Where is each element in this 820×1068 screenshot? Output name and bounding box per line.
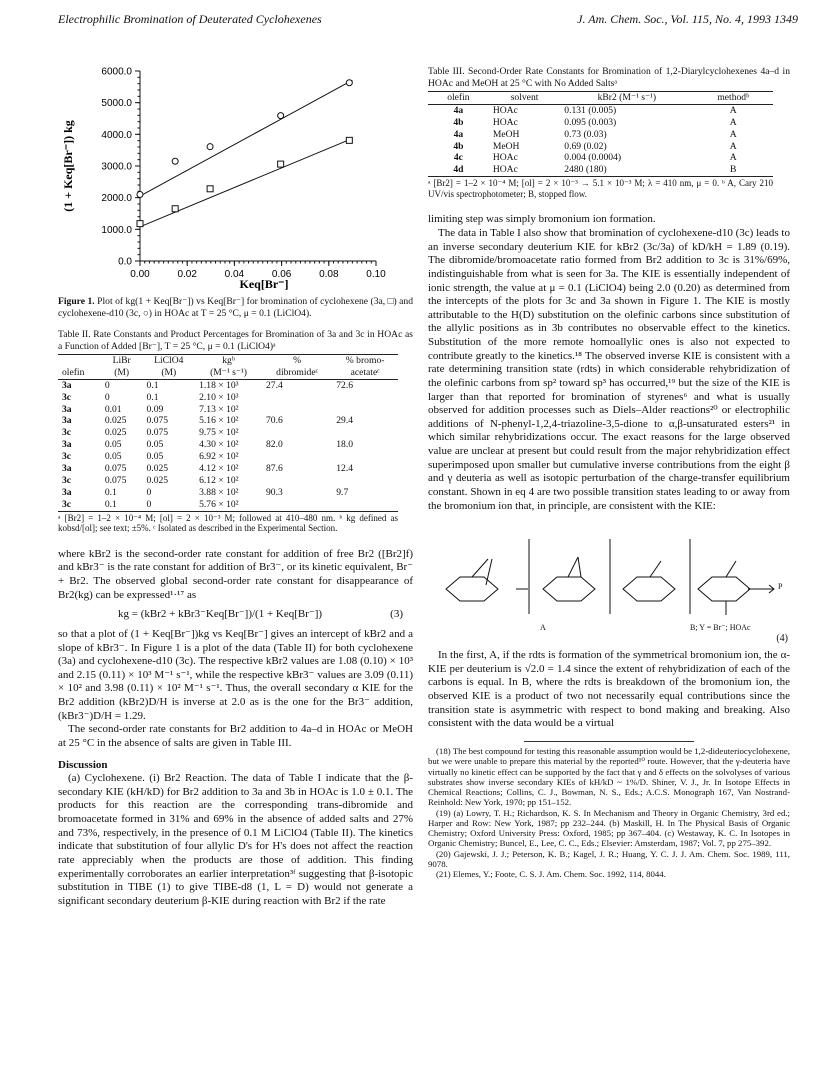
x-tick-label: 0.06 <box>271 269 292 280</box>
table-cell: 0.05 <box>104 451 122 463</box>
scheme-label-p: P <box>778 582 783 592</box>
table-row <box>58 439 398 451</box>
table-cell: 0.05 <box>146 451 164 463</box>
data-point-square <box>278 161 284 167</box>
table-cell: 90.3 <box>265 486 283 498</box>
table-cell: HOAc <box>492 104 518 116</box>
table-3-footnote: ᵃ [Br2] = 1–2 × 10⁻⁴ M; [ol] = 2 × 10⁻³ → 5.1 × 10⁻³ M; λ = 410 nm, μ = 0. ᵇ A, Cary 210 UV/vis spectrophotometer; B, stopped flow. <box>428 178 773 199</box>
data-point-circle <box>137 192 143 198</box>
table-cell <box>262 499 332 511</box>
table-2-header-cell: % <box>293 355 302 366</box>
table-2-header-row-2 <box>58 367 398 379</box>
table-cell: A <box>729 116 737 128</box>
y-tick-label: 0.0 <box>118 256 132 268</box>
table-cell: 0.01 <box>104 403 122 415</box>
table-cell <box>332 392 398 404</box>
table-cell: 0.1 <box>146 391 159 403</box>
table-cell: 0.095 (0.003) <box>564 116 617 128</box>
x-tick-label: 0.04 <box>224 269 245 280</box>
reference-item: (20) Gajewski, J. J.; Peterson, K. B.; Kagel, J. R.; Huang, Y. C. J. J. Am. Chem. Soc. 1989, 111, 9078. <box>428 848 790 870</box>
table-row <box>428 104 773 116</box>
table-row <box>58 427 398 439</box>
equation-3-number: (3) <box>390 608 403 621</box>
table-cell: 29.4 <box>336 415 354 427</box>
table-cell: 0.025 <box>104 427 127 439</box>
scheme-drawing <box>428 519 790 639</box>
data-point-circle <box>207 144 213 150</box>
equation-3-body: kg = (kBr2 + kBr3⁻Keq[Br⁻])/(1 + Keq[Br⁻]) <box>118 608 323 621</box>
table-cell: A <box>729 140 737 152</box>
table-cell: 4b <box>453 140 464 152</box>
table-3-title: Table III. Second-Order Rate Constants for Bromination of 1,2-Diarylcyclohexenes 4a–d in HOAc and MeOH at 25 °C with No Added Saltsᵃ <box>428 66 790 89</box>
table-3-header-cell: kBr2 (M⁻¹ s⁻¹) <box>597 92 657 103</box>
table-cell: 2480 (180) <box>564 164 607 176</box>
section-heading: Discussion <box>58 758 108 771</box>
table-row <box>58 487 398 499</box>
data-point-circle <box>278 113 284 119</box>
table-row <box>428 117 773 129</box>
reference-item: (21) Elemes, Y.; Foote, C. S. J. Am. Chem. Soc. 1992, 114, 8044. <box>436 869 666 880</box>
table-cell: A <box>729 128 737 140</box>
table-cell: 7.13 × 10² <box>199 403 239 415</box>
table-cell: 5.76 × 10² <box>199 498 239 510</box>
table-row <box>58 415 398 427</box>
table-cell <box>262 392 332 404</box>
table-2-header-cell: (M) <box>161 366 177 378</box>
table-cell: 3c <box>62 427 72 439</box>
table-cell: 1.18 × 10³ <box>199 379 239 391</box>
data-point-square <box>207 186 213 192</box>
table-3-header-cell: methodᵇ <box>717 92 750 103</box>
table-row <box>58 379 398 391</box>
table-cell: 0.1 <box>104 486 117 498</box>
table-cell: 3.88 × 10² <box>199 486 239 498</box>
header-right: J. Am. Chem. Soc., Vol. 115, No. 4, 1993 1349 <box>577 12 798 26</box>
table-cell: 0.1 <box>146 379 159 391</box>
table-2-header-cell: (M⁻¹ s⁻¹) <box>210 366 247 378</box>
table-cell: 5.16 × 10² <box>199 415 239 427</box>
data-point-circle <box>172 158 178 164</box>
table-row <box>428 164 773 176</box>
equation-3 <box>58 602 413 628</box>
references <box>428 741 790 880</box>
reference-item: (19) (a) Lowry, T. H.; Richardson, K. S. In Mechanism and Theory in Organic Chemistry, 3rd ed.; Harper and Row: New York, 1987; pp 232–244. (b) Maskill, H. In The Physical Basis of Organic Chemistry; Oxford University Press: Oxford, 1985; pp 367–404. (c) Westaway, K. C. In Isotopes in Organic Chemistry; Buncel, E., Lee, C. C., Eds.; Elsevier: Amsterdam, 1987; Vol. 7, pp 275–392. <box>428 807 790 849</box>
table-2-header-row-1 <box>58 355 398 367</box>
table-cell: 4a <box>453 128 464 140</box>
table-cell: B <box>730 164 737 176</box>
paragraph: In the first, A, if the rdts is formation of the symmetrical bromonium ion, the α-KIE per deuterium is √2.0 = 1.4 since the extent of rehybridization of each of the carbons is equal. In B, where the rdts is breakdown of the bromonium ion, the observed KIE is a product of two not necessarily equal contributions since the transition state is asymmetric with respect to bond making and breaking. Also consistent with the data would be a virtual <box>428 649 790 730</box>
table-cell: 0.09 <box>146 403 164 415</box>
x-tick-label: 0.08 <box>319 269 339 280</box>
table-cell: 3c <box>62 474 72 486</box>
y-tick-label: 6000.0 <box>101 66 132 78</box>
table-cell: MeOH <box>492 128 520 140</box>
table-cell: 0.075 <box>146 415 169 427</box>
table-cell: 0.05 <box>104 439 122 451</box>
fit-line <box>140 138 352 226</box>
table-cell: 0.05 <box>146 439 164 451</box>
reference-item: (18) The best compound for testing this reasonable assumption would be 1,2-dideuteriocyclohexene, but we were unable to prepare this material by the reported¹⁰ route. However, that the γ-deuteria have virtually no kinetic effect can be supported by the fact that γ and δ effects on the solvolyses of various substrates show inverse secondary KIEs of kH/kD ~ 1%/D. Shiner, V. J., Jr. In Isotope Effects in Chemical Reactions; Collins, C. J., Bowman, N. S., Eds.; A.C.S. Monograph 167, Van Nostrand-Reinhold: New York, 1970; pp 151–152. <box>428 745 790 808</box>
right-column <box>428 66 790 880</box>
table-cell: 3c <box>62 451 72 463</box>
table-2-header-cell: % bromo- <box>345 355 385 366</box>
table-row <box>58 392 398 404</box>
table-cell: HOAc <box>492 164 518 176</box>
table-2 <box>58 354 398 511</box>
table-row <box>428 152 773 164</box>
table-row <box>428 141 773 153</box>
table-cell: 9.75 × 10² <box>199 427 239 439</box>
table-cell: HOAc <box>492 152 518 164</box>
x-tick-label: 0.02 <box>177 269 197 280</box>
table-cell: 0.1 <box>104 498 117 510</box>
table-row <box>58 499 398 511</box>
table-cell: 12.4 <box>336 463 354 475</box>
paragraph: where kBr2 is the second-order rate constant for addition of free Br2 ([Br2]f) and kBr3⁻ is the rate constant for addition of Br3⁻, or its kinetic equivalent, Br⁻ + Br2. The observed global second-order rate constant for disappearance of Br2(kg) can be expressed¹·¹⁷ as <box>58 547 413 601</box>
table-cell: 87.6 <box>265 463 283 475</box>
table-cell: 0.025 <box>146 474 169 486</box>
table-2-header-cell: LiBr <box>112 355 131 366</box>
table-2-header-cell: dibromideᶜ <box>276 366 319 378</box>
equation-4-number: (4) <box>776 633 788 645</box>
table-cell: 3a <box>62 439 72 451</box>
table-cell: 0.131 (0.005) <box>564 104 617 116</box>
running-header <box>58 12 798 28</box>
table-cell <box>262 451 332 463</box>
table-cell: 72.6 <box>336 379 354 391</box>
scheme-eq-4 <box>428 519 790 645</box>
table-cell <box>262 475 332 487</box>
table-3-header-row <box>428 92 773 105</box>
figure-1-label: Figure 1. <box>58 296 95 307</box>
table-2-header-cell: LiClO4 <box>154 355 184 366</box>
header-left: Electrophilic Bromination of Deuterated Cyclohexenes <box>58 12 322 26</box>
table-3 <box>428 91 773 176</box>
table-cell: 0.075 <box>104 474 127 486</box>
table-cell: 3a <box>62 379 72 391</box>
table-cell: 82.0 <box>265 439 283 451</box>
table-cell: 0.69 (0.02) <box>564 140 607 152</box>
table-cell: 18.0 <box>336 439 354 451</box>
table-cell: 0.075 <box>104 463 127 475</box>
table-2-footnote: ᵃ [Br2] = 1–2 × 10⁻⁴ M; [ol] = 2 × 10⁻³ M; followed at 410–480 nm. ᵇ kg defined as kobsd/[ol]; see text; ±5%. ᶜ Isolated as described in the Experimental Section. <box>58 512 398 534</box>
paragraph: limiting step was simply bromonium ion formation. <box>428 213 656 226</box>
y-tick-label: 5000.0 <box>101 98 132 110</box>
table-cell: 0.004 (0.0004) <box>564 152 622 164</box>
table-cell <box>332 451 398 463</box>
table-cell: 4a <box>453 104 464 116</box>
table-cell: 0.025 <box>104 415 127 427</box>
table-cell <box>332 404 398 416</box>
data-point-square <box>172 206 178 212</box>
table-cell <box>332 499 398 511</box>
table-row <box>58 463 398 475</box>
table-row <box>58 404 398 416</box>
paragraph: The data in Table I also show that bromination of cyclohexene-d10 (3c) leads to an inverse secondary deuterium KIE for kBr2 (3c/3a) of kD/kH = 1.89 (0.19). The dibromide/bromoacetate ratio formed from Br2 addition to 3c is 31%/69%, indistinguishable from what is seen for 3a. The KIE is essentially independent of ionic strength, the value at μ = 0.1 (LiClO4) being 2.0 (0.20) as determined from the intercepts of the plots for 3c and 3a shown in Figure 1. The KIE is mostly attributable to the H(D) substitution on the olefinic carbons since substitution of the allylic positions as in 3b contributes no observable effect to the kinetics. Substitution of the more remote homoallylic ones is also not expected to contribute greatly to the kinetics.¹⁸ The observed inverse KIE is consistent with a rate determining transition state (rdts) in which considerable rehybridization of the olefinic carbons from sp² toward sp³ has occurred,¹⁹ but the size of the KIE is larger than that reported for bromination of styrenes⁶ and what is usually observed for addition processes such as Diels–Alder reactions²⁰ or electrophilic additions of N-phenyl-1,2,4-triazoline-3,5-dione to α,β-unsaturated esters²¹ in which similar rehybridizations occur. The exact reasons for the large observed value are unclear at present but could result from the major rehybridization effect superimposed upon smaller but cumulative inverse contributions from the eight β and γ deuteria as well as isotopic perturbation of the charge-transfer equilibrium constant. Shown in eq 4 are two possible transition states leading to or away from the bromonium ion that, in principle, are consistent with the KIE: <box>428 227 790 512</box>
table-cell: 0.075 <box>146 427 169 439</box>
table-cell: 0 <box>104 379 110 391</box>
data-point-square <box>137 221 143 227</box>
scheme-label-b: B; Y = Br⁻; HOAc <box>690 623 751 633</box>
y-tick-label: 4000.0 <box>101 129 132 141</box>
figure-1-caption <box>58 296 413 319</box>
table-cell <box>332 427 398 439</box>
table-cell: HOAc <box>492 116 518 128</box>
table-cell: 2.10 × 10³ <box>199 391 239 403</box>
table-cell: 3c <box>62 498 72 510</box>
paragraph: The second-order rate constants for Br2 addition to 4a–d in HOAc or MeOH at 25 °C in the absence of salts are given in Table III. <box>58 723 413 749</box>
table-cell: 3a <box>62 415 72 427</box>
figure-1-chart <box>58 66 413 294</box>
table-cell: A <box>729 104 737 116</box>
data-point-circle <box>346 80 352 86</box>
x-tick-label: 0.00 <box>130 269 150 280</box>
table-cell: 6.92 × 10² <box>199 451 239 463</box>
table-cell: 0.025 <box>146 463 169 475</box>
table-cell: MeOH <box>492 140 520 152</box>
table-3-header-cell: solvent <box>510 92 539 103</box>
table-cell: 3a <box>62 486 72 498</box>
table-cell <box>262 404 332 416</box>
table-3-header-cell: olefin <box>447 92 470 103</box>
table-cell: 0 <box>146 498 152 510</box>
table-2-header-cell: acetateᶜ <box>350 366 380 378</box>
figure-1 <box>58 66 413 294</box>
table-row <box>58 475 398 487</box>
table-2-header-cell: kgᵇ <box>222 355 235 366</box>
table-cell: 0 <box>146 486 152 498</box>
table-cell: 27.4 <box>265 379 283 391</box>
paragraph: so that a plot of (1 + Keq[Br⁻])kg vs Keq[Br⁻] gives an intercept of kBr2 and a slope of kBr3⁻. In Figure 1 is a plot of the data (Table II) for both cyclohexene (3a) and cyclohexene-d10 (3c). The respective kBr2 values are 1.08 (0.10) × 10³ and 2.15 (0.11) × 10³ M⁻¹ s⁻¹, while the respective kBr3⁻ values are 3.09 (0.11) × 10² and 3.98 (0.11) × 10² M⁻¹ s⁻¹. Thus, the overall secondary α KIE for the Br2 addition (kBr2)D/H is inverse at 2.0 as is the one for the Br3⁻ addition, (kBr3⁻)D/H = 1.29. <box>58 627 413 722</box>
table-cell: 3a <box>62 463 72 475</box>
y-tick-label: 1000.0 <box>101 224 132 236</box>
table-cell: 4d <box>453 164 464 176</box>
table-cell: 0 <box>104 391 110 403</box>
table-cell: 70.6 <box>265 415 283 427</box>
table-cell <box>332 475 398 487</box>
y-tick-label: 3000.0 <box>101 161 132 173</box>
table-cell: 3a <box>62 403 72 415</box>
table-cell: 9.7 <box>336 486 349 498</box>
table-cell: A <box>729 152 737 164</box>
x-axis-label: Keq[Br⁻] <box>239 277 289 291</box>
table-row <box>58 451 398 463</box>
table-2-header-cell: (M) <box>114 366 130 378</box>
fit-line <box>140 80 352 196</box>
table-cell: 3c <box>62 391 72 403</box>
table-cell: 4.30 × 10² <box>199 439 239 451</box>
table-cell: 4b <box>453 116 464 128</box>
table-2-title: Table II. Rate Constants and Product Percentages for Bromination of 3a and 3c in HOAc as a Function of Added [Br⁻], T = 25 °C, μ = 0.1 (LiClO4)ᵃ <box>58 329 413 352</box>
y-tick-label: 2000.0 <box>101 193 132 205</box>
data-point-square <box>346 137 352 143</box>
table-row <box>428 129 773 141</box>
table-2-header-cell: olefin <box>62 366 85 378</box>
table-cell: 4.12 × 10² <box>199 463 239 475</box>
figure-1-caption-text: Plot of kg(1 + Keq[Br⁻]) vs Keq[Br⁻] for bromination of cyclohexene (3a, □) and cyclohexene-d10 (3c, ○) in HOAc at T = 25 °C, μ = 0.1 (LiClO4). <box>58 296 413 319</box>
table-cell <box>262 427 332 439</box>
x-tick-label: 0.10 <box>366 269 386 280</box>
y-axis-label: (1 + Keq[Br⁻]) kg <box>61 120 75 212</box>
table-cell: 6.12 × 10² <box>199 474 239 486</box>
table-cell: 4c <box>453 152 463 164</box>
table-2-header-cell <box>58 355 101 367</box>
table-cell: 0.73 (0.03) <box>564 128 607 140</box>
paragraph: (a) Cyclohexene. (i) Br2 Reaction. The data of Table I indicate that the β-secondary KIE (kH/kD) for Br2 addition to 3a and 3b in HOAc is 1.0 ± 0.1. The products for this reaction are the corresponding trans-dibromide and bromoacetate formed in 31% and 69% in the absence of added salts and 27% and 73%, respectively, in the presence of 0.1 M LiClO4 (Table II). The kinetics indicate that substitution of four allylic D's for H's does not affect the reaction rate appreciably when the products are those of addition. This finding experimentally corroborates an earlier interpretation³ᶠ suggesting that β-isotopic substitution in TIBE (1) to give TIBE-d8 (1, L = D) would not generate a significant secondary deuterium β-KIE during reaction with Br2 if the rate <box>58 772 413 907</box>
scheme-label-a: A <box>540 623 546 633</box>
